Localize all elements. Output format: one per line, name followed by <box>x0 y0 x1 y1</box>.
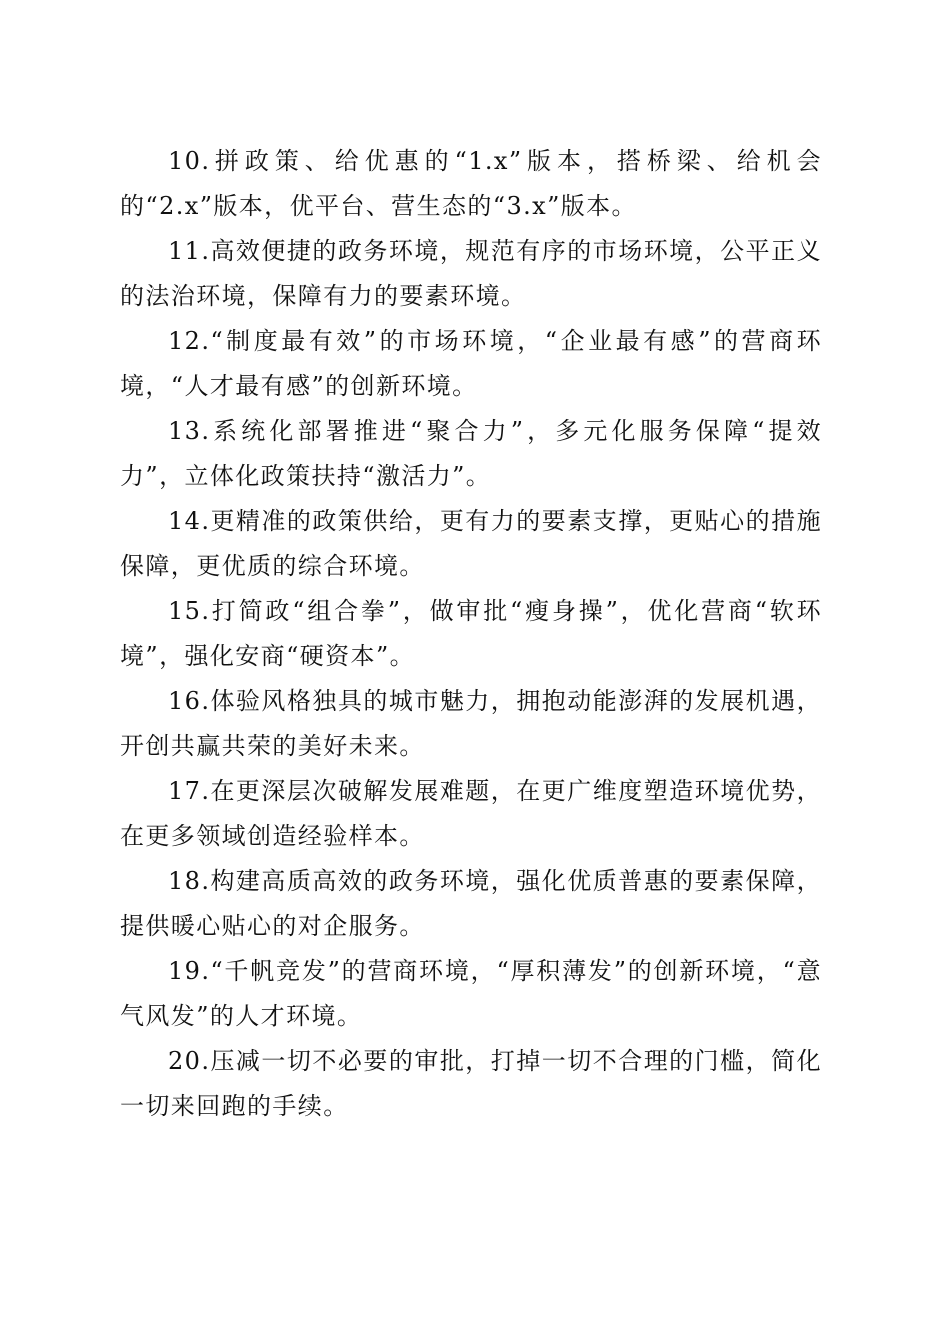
list-item: 12.“制度最有效”的市场环境，“企业最有感”的营商环境，“人才最有感”的创新环境。 <box>120 327 822 400</box>
list-item: 17.在更深层次破解发展难题，在更广维度塑造环境优势，在更多领域创造经验样本。 <box>120 777 822 850</box>
list-item: 16.体验风格独具的城市魅力，拥抱动能澎湃的发展机遇，开创共赢共荣的美好未来。 <box>120 687 822 760</box>
list-item: 10.拼政策、给优惠的“1.x”版本，搭桥梁、给机会的“2.x”版本，优平台、营生态的“3.x”版本。 <box>120 147 822 220</box>
list-item: 19.“千帆竞发”的营商环境，“厚积薄发”的创新环境，“意气风发”的人才环境。 <box>120 957 822 1030</box>
list-item: 11.高效便捷的政务环境，规范有序的市场环境，公平正义的法治环境，保障有力的要素环境。 <box>120 237 822 310</box>
list-item: 15.打简政“组合拳”，做审批“瘦身操”，优化营商“软环境”，强化安商“硬资本”。 <box>120 597 822 670</box>
list-item: 13.系统化部署推进“聚合力”，多元化服务保障“提效力”，立体化政策扶持“激活力”。 <box>120 417 822 490</box>
list-item: 20.压减一切不必要的审批，打掉一切不合理的门槛，简化一切来回跑的手续。 <box>120 1047 822 1120</box>
list-item: 18.构建高质高效的政务环境，强化优质普惠的要素保障，提供暖心贴心的对企服务。 <box>120 867 822 940</box>
list-item: 14.更精准的政策供给，更有力的要素支撑，更贴心的措施保障，更优质的综合环境。 <box>120 507 822 580</box>
document-body <box>120 139 822 1129</box>
